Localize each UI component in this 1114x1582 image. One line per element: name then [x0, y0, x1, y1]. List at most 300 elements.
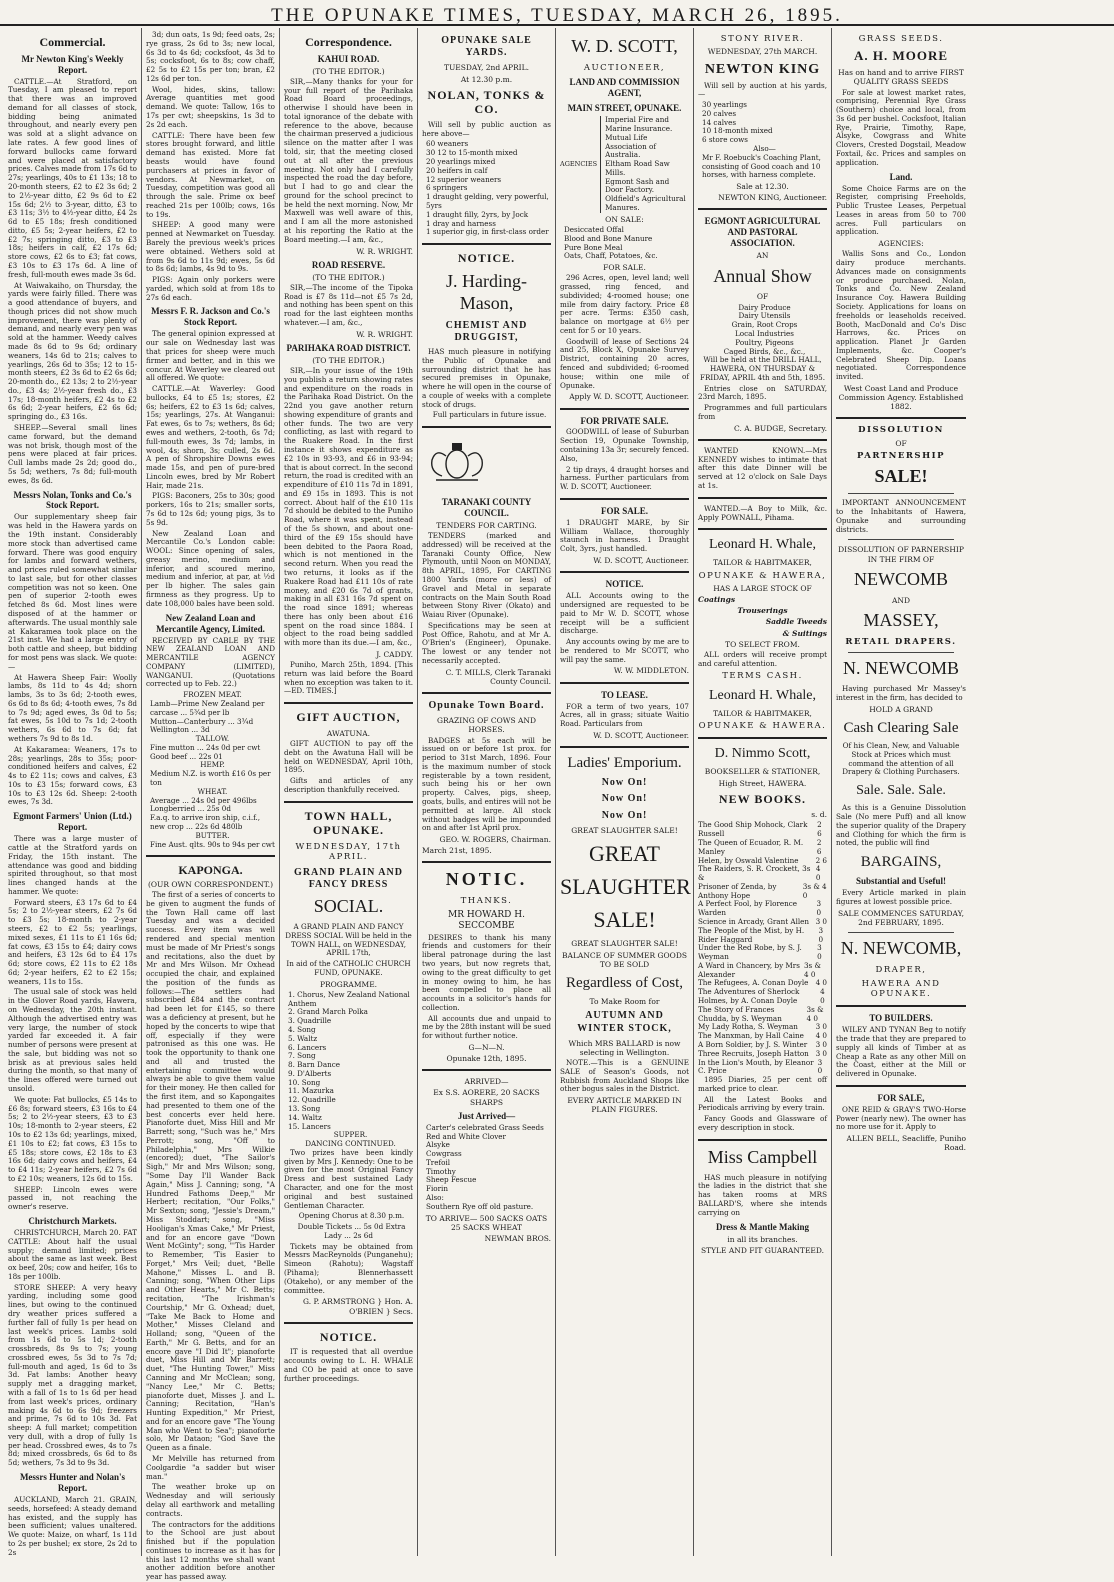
ad-date: WEDNESDAY, 27th MARCH. [707, 47, 818, 57]
paragraph: Will sell by auction at his yards,— [698, 80, 827, 99]
book-row [698, 944, 827, 962]
ad-subheading: DRAPER, [875, 965, 927, 976]
ad-subheading: THANKS. [460, 896, 513, 907]
list-item: Mutton—Canterbury ... 3¾d [150, 716, 254, 726]
book-price: 2 6 [817, 820, 822, 839]
list-item: 6. Lancers [288, 1042, 327, 1052]
book-title: The Raiders, S. R. Crockett, 3s & [698, 864, 811, 883]
divider [698, 528, 827, 530]
list-item: 4. Song [288, 1024, 316, 1034]
column-7 [832, 28, 970, 1556]
ad-subheading: STYLE AND FIT GUARANTEED. [700, 1245, 825, 1255]
signature: W. R. WRIGHT. [356, 329, 413, 339]
paragraph: Programmes and full particulars from [698, 403, 827, 421]
ad-title: N. NEWCOMB [843, 658, 959, 679]
paragraph: BADGES at 5s each will be issued on or before 1st prox. for period to 31st March, 1896. Four is the maximum number of stock registerable by a town resident, such being his or her own property. Calves, pigs, sheep, goats, bulls, and entires will not be permitted at large. All stock without badges will be impounded on and after 1st April prox. [422, 735, 551, 833]
divider [560, 682, 689, 684]
paragraph: WANTED.—A Boy to Milk, &c. Apply POWNALL, Pihama. [698, 503, 827, 522]
paragraph: GIFT AUCTION to pay off the debt on the Awatuna Hall will be held on WEDNESDAY, April 10th, 1895. [284, 739, 413, 775]
price-list [146, 691, 275, 849]
signature: NEWMAN BROS. [484, 1233, 551, 1243]
paragraph: CATTLE.—At Stratford, on Tuesday, I am pleased to report that there was an improved demand for all classes of stock, bidding being animated throughout, and nearly every pen was sold at a slight advance on late rates. A few good lines of forward bullocks came forward and were placed at satisfactory prices. Calves made from 17s 6d to 27s; yearlings, 40s to £1 13s; 18 to 20-month steers, £2 to £2 3s 6d; 2 to 2½-year ditto, £2 9s 6d to £2 15s 6d; 2½ to 3-year, ditto, £3 to £3 11s; 3½ to 4½-year ditto, £4 2s 6d to £5 18s; fresh conditioned ditto, £5 5s; 2-year heifers, £2 to £2 7s; springing ditto, £3 to £3 18s; heifers in calf, £2 17s 6d; store cows, £2 6s to £3; fat cows, £3 10s to £3 17s 6d. A line of fresh, full-mouth ewes made 3s 6d. [8, 76, 137, 279]
list-item: Dairy Utensils [738, 311, 791, 321]
list-item: 14 calves [702, 117, 737, 127]
ad-subheading: OF [756, 292, 769, 302]
list-item: 12. Quadrille [288, 1095, 336, 1105]
list-item: 11. Mazurka [288, 1086, 334, 1096]
list-item: 13. Song [288, 1103, 321, 1113]
paragraph: At Hawera Sheep Fair: Woolly lambs, 8s 11d to 4s 4d; shorn lambs, 3s to 3s 6d; 2-tooth ewes, 6s 6d to 8s 6d; 4-tooth ewes, 7s 8d to 7s 9d; aged ewes, 3s 0d to 5s; fat ewes, 5s 10d to 7s 1d; 2-tooth wethers, 6s 6d to 7s 6d; fat wethers 7s 9d to 8s 1d. [8, 672, 137, 743]
signature: C. A. BUDGE, Secretary. [734, 423, 827, 433]
paragraph: Wool, hides, skins, tallow: Average quantities met good demand. We quote: Tallow, 16s to 17s per cwt; sheepskins, 1s 3d to 2s 2d each. [146, 84, 275, 129]
list-item: 15. Lancers [288, 1121, 331, 1131]
paragraph: ONE REID & GRAY'S TWO-Horse Power (nearly new). The owner has no more use for it. Apply to [836, 1104, 966, 1132]
paragraph: Our supplementary sheep fair was held in the Hawera yards on the 19th instant. Considerably more stock than advertised came forward. There was good enquiry for lambs and forward wethers, and prices ruled somewhat similar to last sale, but for other classes competition was not so keen. One pen of superior 2-tooth ewes fetched 8s 6d. Most lines were disposed of at the hammer or afterwards. The usual monthly sale at Kakaramea took place on the 21st inst. We had a large entry of both cattle and sheep, but bidding for most pens was slack. We quote:— [8, 512, 137, 671]
paragraph: All the Latest Books and Periodicals arriving by every train. [698, 1094, 827, 1113]
list-item: 30 12 to 15-month mixed [426, 148, 518, 158]
list-item: Red and White Clover [426, 1131, 506, 1141]
ad-subheading: TAILOR & HABITMAKER, [713, 558, 812, 568]
list-item: Pure Bone Meal [564, 242, 623, 252]
list-item: Sheep Fescue [426, 1175, 477, 1185]
paragraph: PIGS: Baconers, 25s to 30s; good porkers, 16s to 21s; smaller sorts, 7s 6d to 12s 6d; young pigs, 3s to 5s 9d. [146, 491, 275, 527]
list-item: TALLOW. [195, 734, 230, 744]
book-row [698, 900, 827, 918]
ad-heading: OPUNAKE SALE YARDS. [441, 35, 532, 59]
paragraph: SHEEP: A good many were penned at Newmarket on Tuesday. Barely the previous week's prices were obtained. Wethers sold at from 9s 6d to 11s 9d; ewes, 5s 6d to 8s 6d; lambs, 4s 9d to 9s. [146, 220, 275, 274]
ad-subheading: LAND AND COMMISSION AGENT, [569, 77, 680, 99]
book-title: The Story of Frances Chudda, by S. Weyman [698, 1004, 782, 1023]
ad-subheading: Has on hand and to arrive FIRST QUALITY GRASS SEEDS [838, 68, 964, 87]
book-title: A Born Soldier, by J. S. Winter [698, 1039, 808, 1049]
signature: J. CADDY. [376, 649, 413, 659]
ad-heading: NEW BOOKS. [718, 791, 807, 806]
divider [698, 737, 827, 739]
paragraph: As this is a Genuine Dissolution Sale (No mere Puff) and all know the superior quality of the Drapery and Clothing for which the firm is noted, the public will find [836, 803, 966, 848]
paragraph: The usual sale of stock was held in the Glover Road yards, Hawera, on Wednesday, the 20th instant. Although the advertised entry was very large, the number of stock yarded far exceeded it. A fair number of persons were present at the sale, but bidding was not so brisk as at previous sales held during the month, so that many of the lines offered were turned out unsold. [8, 987, 137, 1094]
paragraph: IT is requested that all overdue accounts owing to L. H. WHALE and CO be paid at once to save further proceedings. [284, 1347, 413, 1383]
divider [422, 1069, 551, 1071]
ad-subheading: BALANCE OF SUMMER GOODS TO BE SOLD [562, 950, 687, 969]
divider [560, 498, 689, 500]
paragraph: ALL Accounts owing to the undersigned are requested to be paid to Mr W. D. SCOTT, whose receipt will be a sufficient discharge. [560, 591, 689, 636]
ad-title: NEWCOMB [854, 568, 948, 589]
paragraph: Opening Chorus at 8.30 p.m. [298, 1211, 405, 1221]
book-price: 3 0 [818, 925, 824, 944]
book-row [698, 883, 827, 901]
article-heading: Messrs F. R. Jackson and Co.'s Stock Report. [151, 306, 270, 328]
ad-heading: NOTICE. [319, 1329, 378, 1344]
ad-subheading: AGENCIES: [878, 239, 924, 249]
divider [422, 861, 551, 863]
paragraph: Double Tickets ... 5s 0d Extra Lady ... 2s 6d [297, 1222, 406, 1240]
ad-heading: NOTICE. [457, 251, 516, 266]
ad-subheading: HOLD A GRAND [869, 704, 933, 714]
divider [698, 208, 827, 210]
paragraph: 3d; dun oats, 1s 9d; feed oats, 2s; rye grass, 2s 6d to 3s; new local, 6s 3d to 4s 6d; cocksfoot, 4s 3d to 5s; cocksfoot, 6s to 8s; cow chaff, £2 5s to £2 15s per ton; bran, £2 12s 6d per ton. [146, 30, 275, 83]
page-columns [4, 28, 1110, 1582]
list-item: 1 draught filly, 2yrs, by Jock [426, 209, 529, 219]
section-heading: Commercial. [39, 35, 106, 49]
section-heading: Correspondence. [305, 35, 392, 49]
ad-heading: TO LEASE. [601, 689, 648, 700]
list-item: 12 superior weaners [426, 174, 502, 184]
list-item: Oldfield's Agricultural Manures. [605, 194, 686, 213]
list-item: 9. D'Alberts [288, 1068, 332, 1078]
article-heading: Messrs Nolan, Tonks and Co.'s Stock Report. [13, 489, 132, 511]
paragraph: There was a large muster of cattle at the Stratford yards on Friday, the 15th instant. The attendance was good and bidding spirited throughout, so that most lines changed hands at the hammer. We quote: [8, 834, 137, 896]
now-on-label: Now On! [601, 777, 648, 789]
list-item: Lamb—Prime New Zealand per carcase ... 5¾d per lb [150, 699, 265, 717]
paragraph: The contractors for the additions to the School are just about finished but if the population continues to increase as it has for this last 12 months we shall want another addition before another year has passed away. [146, 1519, 275, 1582]
paragraph: ALL orders will receive prompt and careful attention. [698, 649, 827, 668]
list-item: Local Industries [735, 328, 794, 338]
paragraph: SIR,—The income of the Tipoka Road is £7 8s 11d—not £5 7s 2d, and nothing has been spent on this road for the last eighteen months whatever.—I am, &c., [284, 282, 413, 327]
ad-subheading: To Make Room for [589, 997, 660, 1007]
book-price: 3 0 [815, 1022, 827, 1032]
signature: ALLEN BELL, Seacliffe, Puniho Road. [846, 1134, 966, 1153]
now-on-label: Now On! [601, 793, 648, 805]
ad-title: Miss Campbell [707, 1146, 818, 1167]
list-item: Average ... 24s 0d per 496lbs [150, 795, 257, 805]
article-heading: Mr Newton King's Weekly Report. [21, 53, 124, 75]
book-row [698, 821, 827, 839]
list-item: Carter's celebrated Grass Seeds [426, 1122, 544, 1132]
book-list [698, 821, 827, 1076]
list-item: Also: [426, 1192, 444, 1202]
ad-heading: FOR SALE, [877, 1092, 925, 1103]
book-title: A Perfect Fool, by Florence Warden [698, 899, 798, 918]
paragraph: Specifications may be seen at Post Office, Rahotu, and at Mr A. O'Brien's (Engineer), Opunake. The lowest or any tender not necessarily accepted. [422, 620, 551, 666]
ad-subheading: HAS A LARGE STOCK OF [713, 583, 812, 593]
list-item: Longberried ... 25s 0d [150, 804, 231, 814]
ad-subheading: TO ARRIVE— 500 SACKS OATS 25 SACKS WHEAT [425, 1213, 548, 1232]
divider [422, 692, 551, 694]
paragraph: CATTLE: There have been few stores brought forward, and little demand has existed. More fat beasts would have found purchasers at prices in favor of vendors. At Newmarket, on Tuesday, competition was good all through the sale. Prime ox beef reached 21s per 100lb; cows, 16s to 19s. [146, 130, 275, 219]
ad-title: MASSEY, [863, 609, 939, 630]
ad-subheading: CHEMIST AND DRUGGIST, [445, 319, 528, 343]
list-item: FROZEN MEAT. [183, 690, 242, 700]
book-price: 3 0 [815, 917, 827, 926]
list-item: Mr F. Roebuck's Coaching Plant, consisting of Good coach and 10 horses, with harness complete. [702, 152, 821, 180]
ad-title: BARGAINS, [860, 854, 942, 871]
paragraph: WANTED KNOWN.—Mrs KENNEDY wishes to intimate that after this date Dinner will be served at 12 o'clock on Sale Days at 1s. [698, 445, 827, 491]
list-item: Poultry, Pigeons [735, 337, 794, 347]
paragraph: Puniho, March 25th, 1894. [This return was laid before the Board when no exception was taken to it.—ED. TIMES.] [284, 660, 413, 696]
ad-title: SALE! [593, 906, 656, 932]
paragraph: PIGS: Again only porkers were yarded, which sold at from 18s to 27s 6d each. [146, 275, 275, 302]
stock-item: Coatings [698, 595, 736, 605]
book-title: A Ward in Chancery, by Mrs Alexander [698, 960, 800, 979]
book-title: The Adventures of Sherlock Holmes, by A. Conan Doyle [698, 987, 800, 1006]
ad-heading: FOR SALE. [600, 505, 648, 516]
paragraph: Of his Clean, New, and Valuable Stock at Prices which must command the attention of all Drapery & Clothing Purchasers. [842, 741, 960, 777]
list-item: Dairy Produce [738, 302, 791, 312]
book-title: The Queen of Ecuador, R. M. Manley [698, 837, 804, 856]
ad-title: NOTIC. [445, 869, 528, 890]
list-item: Fiorin [426, 1184, 448, 1194]
paragraph: Gifts and articles of any description thankfully received. [284, 776, 413, 794]
column-1 [4, 28, 142, 1556]
divider [422, 243, 551, 245]
divider [836, 417, 966, 419]
ad-title: A. H. MOORE [853, 48, 949, 64]
ad-subheading: OPUNAKE & HAWERA, [698, 570, 827, 581]
ad-heading: PARTNERSHIP [857, 450, 945, 461]
list-item: 60 weaners [426, 139, 469, 149]
ad-subheading: TAILOR & HABITMAKER, [713, 708, 812, 718]
column-2 [142, 28, 280, 1582]
book-title: My Lady Rotha, S. Weyman [698, 1022, 798, 1032]
masthead: THE OPUNAKE TIMES, TUESDAY, MARCH 26, 1895. [0, 0, 1114, 26]
list-item: Grain, Root Crops [731, 320, 798, 330]
signature: Apply W. D. SCOTT, Auctioneer. [569, 392, 689, 402]
programme-title: PROGRAMME. [319, 979, 378, 989]
ad-title: Annual Show [713, 265, 812, 286]
ad-subheading: West Coast Land and Produce Commission Agency. Established 1882. [838, 384, 964, 412]
byline: (OUR OWN CORRESPONDENT.) [147, 879, 274, 889]
book-row [698, 839, 827, 857]
ad-title: J. Harding-Mason, [446, 270, 527, 313]
list-item: Good beef ... 22s 01 [150, 751, 223, 761]
book-price: 3s & 4 0 [803, 960, 821, 979]
list-item: Fine mutton ... 24s 0d per cwt [150, 742, 261, 752]
paragraph: SIR,—In your issue of the 19th you publish a return showing rates and expenditure on the roads in the Parihaka Road District. On the 22nd you gave another return showing expenditure of grants and other funds. The two are very conflicting, as last with regard to the Ruakere Road. In the first instance it shows expenditure as £2 10s in 93-93, and £6 in 93-94; that is about correct. In the second return, the road is credited with an expenditure of £10 11s 7d in 1891, and £9 15s in 1893. This is not correct. About half of the £10 11s 7d should be debited to the Puniho Road, where it was spent, instead of the 5s shown, and about one-third of the £9 15s should have been debited to the Paora Road, which is not mentioned in the second return. When you read the two returns, it looks as if the Ruakere Road had £11 10s of rate money, and £20 6s 7d of grants, making in all £31 16s 7d spent on the road since 1891; whereas there has only been about £16 spent on the road since 1884. I object to the road being saddled with more than its due.—I am, &c., [284, 365, 413, 648]
article-heading: KAPONGA. [178, 863, 243, 878]
ad-heading: NOTICE. [605, 579, 644, 590]
signature: W. W. MIDDLETON. [613, 666, 689, 676]
editor-note: (TO THE EDITOR.) [312, 66, 385, 76]
ad-heading: MR HOWARD H. SECCOMBE [448, 909, 525, 931]
ad-title: Sale. Sale. Sale. [856, 783, 946, 799]
ad-title: SALE! [874, 466, 928, 487]
signature: C. T. MILLS, Clerk Taranaki County Council. [445, 667, 551, 686]
book-title: Science in Arcady, Grant Allen [698, 917, 810, 926]
paragraph: 1895 Diaries, 25 per cent off marked price to clear. [698, 1075, 827, 1093]
paragraph: Will sell by public auction as here above— [422, 119, 551, 138]
ad-title: GREAT [589, 841, 660, 866]
ad-subheading: SALE COMMENCES SATURDAY, 2nd FEBRUARY, 1895. [837, 908, 965, 928]
ad-subheading: HAWERA AND OPUNAKE. [861, 978, 941, 999]
paragraph: At Kakaramea: Weaners, 17s to 28s; yearlings, 28s to 35s; poor-conditioned heifers and calves, £2 4s to £2 11s; cows and calves, £3 10s to £3 15s; forward cows, £3 10s to £3 12s 6d. Sheep: 2-tooth ewes, 7s 3d. [8, 744, 137, 807]
book-title: Prisoner of Zenda, by Anthony Hope [698, 881, 777, 900]
ad-subheading: OPUNAKE & HAWERA. [698, 720, 827, 731]
ad-subheading: in all its branches. [727, 1234, 798, 1244]
column-6 [694, 28, 832, 1556]
paragraph: 2 tip drays, 4 draught horses and harness. Further particulars from W. D. SCOTT, Auctioneer. [560, 464, 689, 492]
paragraph: 1 DRAUGHT MARE, by Sir William Wallace, thoroughly staunch in harness. 1 Draught Colt, 3yrs, just handled. [560, 517, 689, 554]
signature: GEO. W. ROGERS, Chairman. [439, 835, 551, 845]
paragraph: NOTE.—This is a GENUINE SALE of Season's Goods, not Rubbish from Auckland Shops like other bogus sales in the District. [560, 1058, 689, 1094]
coat-of-arms-icon [422, 440, 492, 484]
paragraph: The weather broke up on Wednesday and will seriously delay all earthwork and metalling contracts. [146, 1482, 275, 1518]
list-item: 1 dray and harness [426, 218, 496, 228]
paragraph: Having purchased Mr Massey's interest in the firm, has decided to [836, 684, 966, 702]
paragraph: AUCKLAND, March 21. GRAIN, seeds, horsefeed: A steady demand has existed, and the supply has been sufficient; values unaltered. We quote: Maize, on wharf, 1s 11d to 2s per bushel; ex store, 2s 2d to 2s [8, 1494, 137, 1557]
divider [560, 408, 689, 410]
list-item: 30 yearlings [702, 100, 747, 110]
article-heading: Messrs Hunter and Nolan's Report. [19, 1472, 126, 1493]
list-item: Trefoil [426, 1157, 451, 1167]
list-item: 6 springers [426, 183, 468, 193]
list-item: DANCING CONTINUED. [305, 1139, 396, 1149]
ad-date: Opunake 12th, 1895. [446, 1054, 527, 1064]
ad-subheading: AUCTIONEER, [583, 62, 666, 73]
paragraph: Forward steers, £3 17s 6d to £4 5s; 2 to 2½-year steers, £2 7s 6d to £3 5s; 18-month to 2-year steers, £2 to £2 5s; yearlings, mixed sexes, £1 11s to £1 16s 6d; fat cows, £3 15s to £4; dairy cows and heifers, £3 12s 6d to £4 17s 6d; store cows, £2 11s to £2 18s 6d; 2-year heifers, £2 to £2 15s; weaners, 11s to 15s. [8, 897, 137, 986]
list-item: Wellington ... 3d [150, 725, 210, 735]
list-item: HEMP. [200, 760, 225, 770]
book-row [698, 988, 827, 1006]
list-item: 2. Grand March Polka [288, 1007, 368, 1017]
list-item: 7. Song [288, 1051, 316, 1061]
ad-subheading: TENDERS FOR CARTING. [436, 520, 537, 530]
paragraph: New Zealand Loan and Mercantile Co.'s London cable: WOOL: Since opening of sales, greasy merino, medium and inferior, and scoured merino, medium and inferior, at par, at ½d per lb higher. The sales gain firmness as they progress. Up to date 108,000 bales have been sold. [146, 528, 275, 608]
divider [560, 746, 689, 748]
book-price: 3s & 4 0 [802, 881, 827, 900]
ad-subheading: GRAZING OF COWS AND HORSES. [436, 716, 536, 735]
divider [848, 652, 954, 653]
ad-subheading: OF [895, 438, 907, 448]
list-item: Oats, Chaff, Potatoes, &c. [564, 251, 658, 261]
book-title: Under the Red Robe, by S. J. Weyman [698, 943, 802, 962]
goods-list [560, 226, 689, 261]
agencies-block [560, 116, 689, 213]
ad-date: WEDNESDAY, 17th APRIL. [295, 841, 402, 863]
ad-subheading: ON SALE: [605, 214, 644, 224]
lot-list [422, 140, 551, 237]
ad-address: MAIN STREET, OPUNAKE. [567, 103, 682, 114]
book-price: 3 0 [815, 1039, 827, 1049]
book-row [698, 962, 827, 980]
paragraph: 296 Acres, open, level land; well grassed, ring fenced, and subdivided; 4-roomed house; one mile from dairy factory. Price £8 per acre. Terms: £350 cash, balance on mortgage at 6½ per cent for 5 or 10 years. [560, 273, 689, 335]
paragraph: At Waiwakaiho, on Thursday, the yards were fairly filled. There was a good attendance of buyers, and though prices did not show much improvement, there was plenty of demand, and nearly every pen was sold at the hammer. Weedy calves made 8s 6d to 9s 6d; ordinary weaners, 14s 6d to 21s; calves to yearlings, 26s 6d to 35s; 12 to 15-month steers, £2 3s 6d to £2 6s 6d; 20-month do., £2 13s; 2 to 2½-year do., £3 4s; 2½-year fresh do., £3 17s; 18-month heifers, £2 4s to £2 6s 6d; 2-year heifers, £2 6s 6d; springing do., £3 16s. [8, 280, 137, 422]
list-item: Also— [753, 144, 776, 154]
ad-subheading: BOOKSELLER & STATIONER, [704, 767, 821, 777]
list-item: 20 yearlings mixed [426, 157, 496, 167]
paragraph: Mr Melville has returned from Coolgardie "a sadder but wiser man." [146, 1454, 275, 1481]
book-title: Three Recruits, Joseph Hatton [698, 1048, 809, 1058]
book-price: 4 0 [820, 987, 825, 1006]
ad-subheading: RETAIL DRAPERS. [845, 636, 957, 647]
column-5 [556, 28, 694, 1556]
list-item: 20 heifers in calf [426, 165, 488, 175]
paragraph: SIR,—Many thanks for your for your full report of the Parihaka Road Board proceedings, otherwise I should have been in total ignorance of the debate with reference to the above, because the chairman preserved a judicious silence on the matter after I was told, sir, that the meeting closed out at all after the previous meeting. Not only had I carefully inspected the road the day before, but I had to go and clear the ground for the school precinct to be held the next morning. Now, Mr Maxwell was well aware of this, and I am all the more astonished at his reporting the Ratio at the Board meeting.—I am, &c., [284, 76, 413, 244]
list-item: 5. Waltz [288, 1033, 318, 1043]
ad-heading: AUTUMN AND WINTER STOCK, [577, 1010, 672, 1034]
book-title: The Good Ship Mohock, Clark Russell [698, 820, 808, 839]
paragraph: WILEY AND TYNAN Beg to notify the trade that they are prepared to supply all kinds of Timber at as Cheap a Rate as any other Mill on the Coast, either at the Mill or delivered in Opunake. [836, 1025, 966, 1079]
ad-subheading: AWATUNA. [326, 728, 371, 738]
ad-subheading: AN [756, 251, 769, 261]
stock-item: & Suitings [782, 628, 827, 638]
ad-subheading: Which MRS BALLARD is now selecting in Wellington. [568, 1038, 681, 1057]
show-items-list [698, 304, 827, 357]
paragraph: Two prizes have been kindly given by Mrs J. Kennedy: One to be given for the most Original Fancy Dress and best sustained Lady Character, and one for the most original and best sustained Gentleman Character. [284, 1147, 413, 1210]
book-price: 4 0 [815, 864, 821, 883]
paragraph: CATTLE.—At Waverley: Good bullocks, £4 to £5 1s; stores, £2 6s; heifers, £2 to £3 1s 6d; calves, 15s; yearlings, 27s. At Wanganui: Fat ewes, 6s to 7s; wethers, 8s 6d; ewes and wethers, 2-tooth, 6s 7d; full-mouth ewes, 3s 7d; lambs, in wool, 4s; shorn, 3s; culled, 2s 6d. A pen of Shropshire Downs ewes made 15s, and pen of pure-bred Lincoln ewes, bred by Mr Robert Hair, made 21s. [146, 384, 275, 490]
ad-title: Leonard H. Whale, [708, 687, 817, 703]
list-item: WHEAT. [197, 786, 228, 796]
list-item: 3. Quadrille [288, 1016, 332, 1026]
signature: G. P. ARMSTRONG } Hon. A. O'BRIEN } Secs. [302, 1297, 413, 1316]
paragraph: STORE SHEEP: A very heavy yarding, including some good lines, but owing to the continued dry weather prices suffered a further fall of fully 1s per head on last week's prices. Lambs sold from 1s 6d to 5s 1d; 2-tooth crossbreds, 8s 9s to 7s; young crossbred ewes, 5s 3d to 7s 7d; full-mouth and aged, 1s 6d to 3s 3d. Fat lambs: Another heavy supply met a dragging market, with a fall of 1s to 1s 6d per head from last week's prices, ordinary making 4s 6d to 6s 9d; freezers and prime, 7s 6d to 10s 3d. Fat sheep: A full market; competition very dull, with a drop of fully 1s per head. Crossbred ewes, 4s to 7s 8d; mixed crossbreds, 6s 6d to 8s 5d; wethers, 7s 3d to 9s 3d. [8, 1282, 137, 1468]
book-price: 4 0 [815, 1031, 827, 1041]
paragraph: CHRISTCHURCH, March 20. FAT CATTLE: About half the usual supply; demand limited; prices about the same as last week. Best ox beef, 20s; cow and heifer, 16s to 18s per 100lb. [8, 1227, 137, 1281]
signature: W. D. SCOTT, Auctioneer. [593, 730, 689, 740]
paragraph: For sale at lowest market rates, comprising, Perennial Rye Grass (Southern) choice and local, from 3s 6d per bushel. Cocksfoot, Italian Rye, Prairie, Timothy, Rape, Alsyke, Cowgrass and White Clovers, Crested Dogstail, Meadow Foxtail, &c. Prices and samples on application. [836, 87, 966, 167]
ad-heading: EGMONT AGRICULTURAL AND PASTORAL ASSOCIATION. [704, 216, 821, 249]
list-item: Caged Birds, &c., &c., [723, 346, 806, 356]
divider [836, 1005, 966, 1007]
signature: W. D. SCOTT, Auctioneer. [593, 556, 689, 566]
divider [848, 539, 954, 540]
book-row [698, 1006, 827, 1024]
book-row [698, 927, 827, 945]
paragraph: Every Article marked in plain figures at lowest possible price. [836, 888, 966, 907]
list-item: 1. Chorus, New Zealand National Anthem [288, 989, 410, 1008]
ad-subheading: AND [892, 595, 910, 605]
list-item: Fine Aust. qlts. 90s to 94s per cwt [150, 839, 275, 849]
lot-list [698, 101, 827, 180]
book-price: 3 0 [817, 943, 822, 962]
list-item: 14. Waltz [288, 1112, 322, 1122]
list-item: Eltham Road Saw Mills. [605, 159, 670, 177]
ad-heading: Opunake Town Board. [428, 700, 545, 712]
ad-subheading: TO SELECT FROM. [725, 639, 800, 649]
article-heading: KAHUI ROAD. [317, 53, 380, 64]
paragraph: Goodwill of lease of Sections 24 and 25, Block X, Opunake Survey District, containing 20 acres, fenced and subdivided; 6-roomed house; within one mile of Opunake. [560, 336, 689, 390]
signature: W. R. WRIGHT. [356, 246, 413, 256]
editor-note: (TO THE EDITOR.) [312, 355, 385, 365]
list-item: 6 store cows [702, 135, 748, 145]
list-item: BUTTER. [195, 830, 230, 840]
article-heading: PARIHAKA ROAD DISTRICT. [286, 342, 411, 353]
ad-time: At 12.30 p.m. [460, 74, 513, 84]
paragraph: DESIRES to thank his many friends and customers for their liberal patronage during the last two years, but now regrets that, owing to the great difficulty to get in money owing to him, he has been compelled to place all accounts in a solicitor's hands for collection. [422, 932, 551, 1012]
list-item: Mutual Life Association of Australia. [605, 132, 656, 160]
ad-heading: TO BUILDERS. [869, 1013, 933, 1024]
paragraph: HAS much pleasure in notifying the Public of Opunake and surrounding district that he has secured premises in Opunake, where he will open in the course of a couple of weeks with a complete stock of drugs. [422, 346, 551, 409]
ad-subheading: EVERY ARTICLE MARKED IN PLAIN FIGURES. [567, 1096, 682, 1115]
ad-time: Sale at 12.30. [736, 182, 789, 192]
agencies-label: AGENCIES [560, 159, 598, 168]
list-item: Southern Rye off old pasture. [426, 1201, 534, 1211]
price-header: s. d. [811, 810, 827, 820]
column-3 [280, 28, 418, 1556]
paragraph: GOODWILL of lease of Suburban Section 19, Opunake Township, containing 13a 3r; securely fenced. Also, [560, 427, 689, 463]
paragraph: TENDERS (marked and addressed) will be received at the Taranaki County Office, New Plymouth, until Noon on MONDAY, 8th APRIL, 1895, For CARTING 1800 Yards (more or less) of Gravel and Metal in separate contracts on the Main South Road between Stony River (Okato) and Waiau River (Opunake). [422, 531, 551, 620]
list-item: SUPPER. [333, 1130, 368, 1140]
paragraph: SHEEP.—Several small lines came forward, but the demand was not brisk, though most of the pens were placed at fair prices. Cull lambs made 2s 2d; good do., 5s 5d; wethers, 7s 8d; full-mouth ewes, 8s 6d. [8, 423, 137, 485]
auctioneer-name: NOLAN, TONKS & CO. [427, 87, 546, 117]
ad-subheading: GREAT SLAUGHTER SALE! [571, 939, 678, 949]
ad-heading: GRASS SEEDS. [858, 34, 944, 44]
ad-heading: TOWN HALL, OPUNAKE. [304, 808, 393, 838]
book-title: The Refugees, A. Conan Doyle [698, 978, 809, 988]
ad-title: SOCIAL. [313, 896, 384, 917]
ad-title: N. NEWCOMB, [840, 938, 962, 959]
ad-title: D. Nimmo Scott, [714, 746, 811, 762]
book-price: 3s & 4 0 [806, 1004, 824, 1023]
stock-item: Saddle Tweeds [765, 617, 827, 627]
divider [284, 702, 413, 704]
ad-date: March 21st, 1895. [422, 846, 492, 856]
ad-heading: DISSOLUTION [858, 425, 944, 436]
ad-subheading: TERMS CASH. [722, 671, 803, 682]
list-item: 20 calves [702, 108, 737, 118]
programme-list [284, 991, 413, 1149]
article-heading: New Zealand Loan and Mercantile Agency, Limited. [156, 612, 265, 634]
